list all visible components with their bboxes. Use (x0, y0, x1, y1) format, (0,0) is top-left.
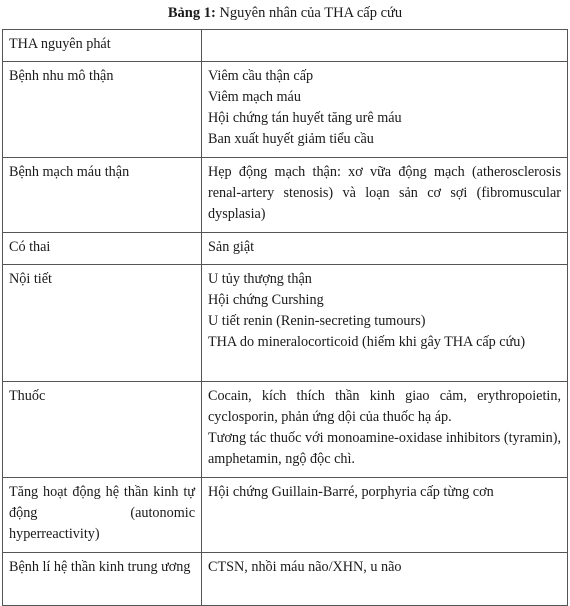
table-row (3, 30, 568, 62)
table-row (3, 265, 568, 382)
detail-cell (202, 62, 568, 158)
detail-line: Tương tác thuốc với monoamine-oxidase inhibitors (tyramin), amphetamin, ngộ độc chì. (208, 430, 561, 467)
cause-cell: THA nguyên phát (3, 30, 202, 62)
table-caption (0, 0, 570, 24)
table-row (3, 478, 568, 553)
table-row (3, 553, 568, 606)
table-row (3, 158, 568, 233)
detail-cell (202, 265, 568, 382)
caption-label: Bảng 1: (167, 5, 216, 21)
table-row (3, 382, 568, 478)
detail-line: Cocain, kích thích thần kinh giao cảm, erythropoietin, cyclosporin, phản ứng dội của thuốc hạ áp. (208, 388, 561, 425)
cause-cell: Có thai (3, 233, 202, 265)
detail-line: CTSN, nhồi máu não/XHN, u não (208, 559, 402, 575)
cause-cell: Tăng hoạt động hệ thần kinh tự động (autonomic hyperreactivity) (3, 478, 202, 553)
detail-line: THA do mineralocorticoid (hiếm khi gây THA cấp cứu) (208, 334, 526, 350)
detail-line: Hội chứng Guillain-Barré, porphyria cấp từng cơn (208, 484, 494, 500)
table-row (3, 233, 568, 265)
detail-line: U tủy thượng thận (208, 271, 312, 287)
cause-cell: Bệnh nhu mô thận (3, 62, 202, 158)
detail-line: Viêm cầu thận cấp (208, 68, 314, 84)
detail-line: Hội chứng tán huyết tăng urê máu (208, 110, 402, 126)
detail-cell (202, 158, 568, 233)
detail-line: Viêm mạch máu (208, 89, 301, 105)
detail-line: Hội chứng Curshing (208, 292, 324, 308)
cause-cell: Nội tiết (3, 265, 202, 382)
detail-cell (202, 553, 568, 606)
detail-line: Sản giật (208, 239, 255, 255)
causes-table (2, 29, 568, 606)
cause-cell: Bệnh mạch máu thận (3, 158, 202, 233)
detail-cell (202, 382, 568, 478)
detail-line: U tiết renin (Renin-secreting tumours) (208, 313, 426, 329)
detail-cell (202, 478, 568, 553)
cause-cell: Thuốc (3, 382, 202, 478)
detail-line: Hẹp động mạch thận: xơ vữa động mạch (atherosclerosis renal-artery stenosis) và loạn sản cơ sợi (fibromuscular dysplasia) (208, 164, 561, 222)
caption-title: Nguyên nhân của THA cấp cứu (219, 5, 403, 21)
detail-cell (202, 233, 568, 265)
detail-cell (202, 30, 568, 62)
cause-cell: Bệnh lí hệ thần kinh trung ương (3, 553, 202, 606)
detail-line: Ban xuất huyết giảm tiểu cầu (208, 131, 374, 147)
table-row (3, 62, 568, 158)
